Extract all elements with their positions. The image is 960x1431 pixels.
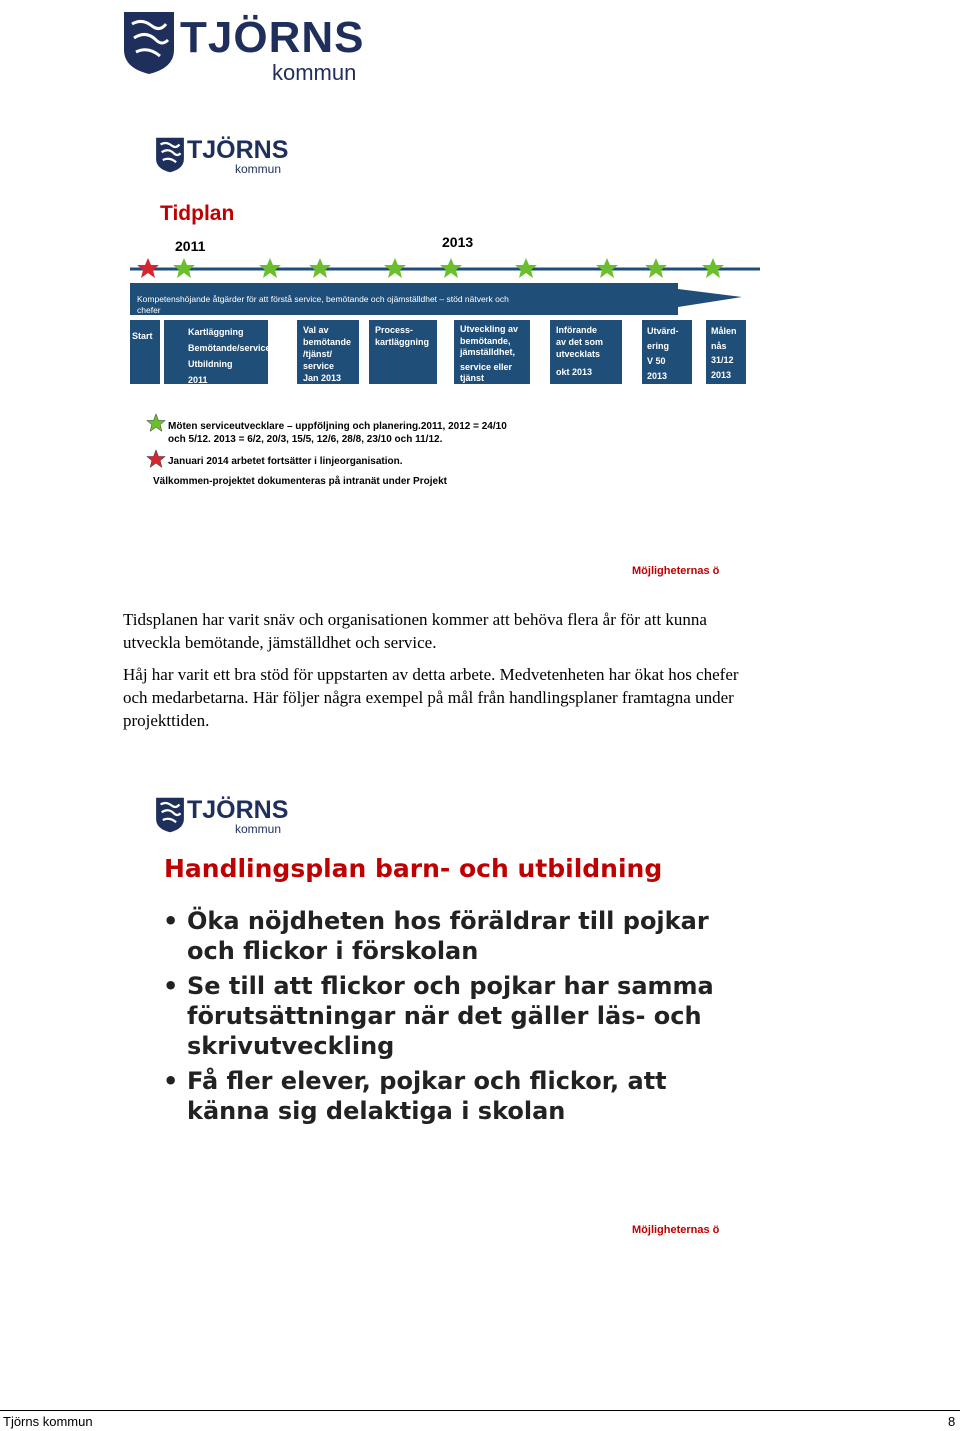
crest-icon [122,10,176,76]
crest-icon [155,136,185,174]
star-red-icon [146,449,166,469]
process-box: Val av bemötande /tjänst/ service Jan 2013 [297,320,359,384]
process-box: Införande av det som utvecklats okt 2013 [550,320,622,384]
year-left: 2011 [175,238,206,254]
logo-subtitle: kommun [272,60,357,85]
process-box: Utvärd- ering V 50 2013 [642,320,692,384]
logo-subtitle: kommun [235,822,282,836]
arrow-text: Kompetenshöjande åtgärder för att förstå service, bemötande och ojämställdhet – stöd nätverk och chefer [137,294,509,315]
slide-title: Tidplan [160,202,235,225]
footer-rule [0,1410,960,1411]
process-box: Målen nås 31/12 2013 [706,320,746,384]
slide-footer: Möjligheternas ö [632,1224,720,1236]
legend-green-text: Möten serviceutvecklare – uppföljning och planering.2011, 2012 = 24/10 och 5/12. 2013 = 6/2, 20/3, 15/5, 12/6, 28/8, 23/10 och 11/12. [168,421,507,445]
process-box: Process- kartläggning [369,320,437,384]
page-number: 8 [948,1414,956,1429]
logo-title: TJÖRNS [187,796,289,824]
paragraph-2: Håj har varit ett bra stöd för uppstarten av detta arbete. Medvetenheten har ökat hos chefer och medarbetarna. Här följer några exempel på mål från handlingsplaner framtagna under projekttiden. [123,665,739,730]
slide2-logo [155,796,295,836]
logo-title: TJÖRNS [187,136,289,164]
star-green-icon [146,413,166,433]
paragraph-1: Tidsplanen har varit snäv och organisationen kommer att behöva flera år för att kunna utveckla bemötande, jämställdhet och service. [123,610,707,652]
project-note: Välkommen-projektet dokumenteras på intranät under Projekt [153,476,447,487]
list-item: • Öka nöjdheten hos föräldrar till pojkar och flickor i förskolan [163,906,753,966]
bullet-list [163,906,753,1131]
timeline [125,254,765,284]
process-box: Utveckling av bemötande, jämställdhet, service eller tjänst [454,320,530,384]
legend-red-text: Januari 2014 arbetet fortsätter i linjeorganisation. [168,456,403,467]
slide2-title: Handlingsplan barn- och utbildning [164,854,663,883]
process-box: Kartläggning Bemötande/service Utbildning 2011 [164,320,268,384]
logo-subtitle: kommun [235,162,282,176]
list-item: • Få fler elever, pojkar och flickor, att känna sig delaktiga i skolan [163,1066,753,1126]
year-right: 2013 [442,234,474,250]
list-item: • Se till att flickor och pojkar har samma förutsättningar när det gäller läs- och skrivutveckling [163,971,753,1061]
header-logo [122,10,382,85]
crest-icon [155,796,185,834]
footer-org: Tjörns kommun [3,1414,93,1429]
start-label: Start [130,320,160,384]
slide1-logo [155,136,295,176]
slide-footer: Möjligheternas ö [632,565,720,577]
logo-title: TJÖRNS [180,13,365,62]
